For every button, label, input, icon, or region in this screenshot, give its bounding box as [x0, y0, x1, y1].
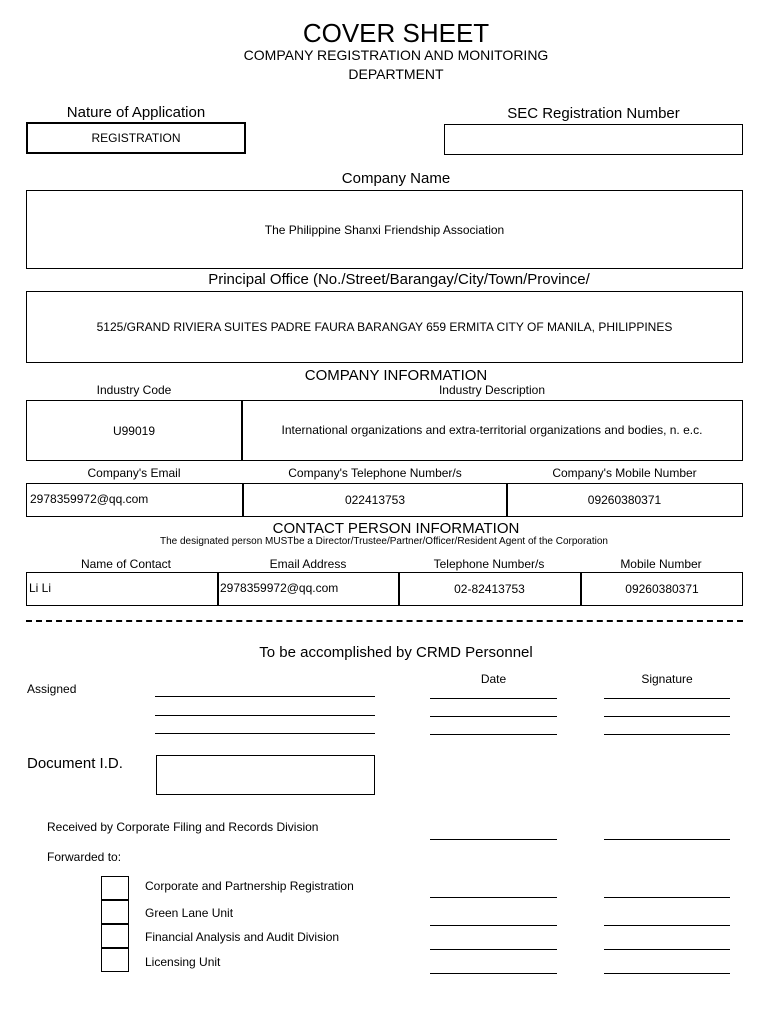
- principal-office-field[interactable]: [26, 291, 743, 363]
- contact-mobile-label: Mobile Number: [620, 557, 702, 571]
- contact-divider-1: [217, 572, 219, 606]
- forward-signature-line-1[interactable]: [604, 897, 730, 898]
- assigned-date-line-2[interactable]: [430, 716, 557, 717]
- industry-code-value[interactable]: U99019: [112, 423, 156, 438]
- company-telephone-value[interactable]: 022413753: [344, 493, 406, 507]
- industry-code-label: Industry Code: [96, 383, 172, 397]
- company-name-label: Company Name: [341, 170, 451, 187]
- company-telephone-label: Company's Telephone Number/s: [288, 466, 462, 480]
- checkbox-green-lane[interactable]: [101, 900, 129, 924]
- forward-item-corporate-partnership: Corporate and Partnership Registration: [145, 879, 354, 893]
- contact-person-heading: CONTACT PERSON INFORMATION: [272, 520, 520, 537]
- assigned-signature-line-1[interactable]: [604, 698, 730, 699]
- company-email-value[interactable]: 2978359972@qq.com: [30, 492, 149, 506]
- sec-registration-field[interactable]: [444, 124, 743, 155]
- contact-name-label: Name of Contact: [80, 557, 172, 571]
- assigned-date-line-3[interactable]: [430, 734, 557, 735]
- forward-item-green-lane: Green Lane Unit: [145, 906, 234, 920]
- received-date-line[interactable]: [430, 839, 557, 840]
- forward-date-line-1[interactable]: [430, 897, 557, 898]
- company-information-heading: COMPANY INFORMATION: [304, 367, 488, 384]
- received-by-label: Received by Corporate Filing and Records Division: [47, 820, 319, 834]
- contact-name-value[interactable]: Li Li: [29, 581, 52, 595]
- forward-item-financial-analysis: Financial Analysis and Audit Division: [145, 930, 340, 944]
- industry-description-value[interactable]: International organizations and extra-territorial organizations and bodies, n. e.c.: [281, 423, 703, 437]
- document-id-field[interactable]: [156, 755, 375, 795]
- industry-description-label: Industry Description: [438, 383, 546, 397]
- company-mobile-value[interactable]: 09260380371: [587, 493, 662, 507]
- checkbox-corporate-partnership[interactable]: [101, 876, 129, 900]
- dashed-separator: [26, 620, 743, 622]
- assigned-signature-line-2[interactable]: [604, 716, 730, 717]
- forward-date-line-3[interactable]: [430, 949, 557, 950]
- principal-office-label: Principal Office (No./Street/Barangay/City/Town/Province/: [208, 271, 590, 288]
- contact-person-note: The designated person MUSTbe a Director/Trustee/Partner/Officer/Resident Agent of the Corporation: [159, 536, 608, 547]
- nature-of-application-label: Nature of Application: [66, 104, 206, 121]
- checkbox-licensing[interactable]: [101, 948, 129, 972]
- forward-signature-line-4[interactable]: [604, 973, 730, 974]
- nature-of-application-value: REGISTRATION: [91, 131, 181, 145]
- signature-column-label: Signature: [641, 672, 693, 686]
- contact-email-label: Email Address: [269, 557, 347, 571]
- department-line-2: DEPARTMENT: [348, 66, 444, 82]
- date-column-label: Date: [480, 672, 507, 686]
- contact-telephone-value[interactable]: 02-82413753: [454, 582, 525, 596]
- assigned-line-3[interactable]: [155, 733, 375, 734]
- department-line-1: COMPANY REGISTRATION AND MONITORING: [243, 47, 549, 63]
- assigned-line-2[interactable]: [155, 715, 375, 716]
- nature-of-application-field[interactable]: [26, 122, 246, 154]
- company-email-label: Company's Email: [87, 466, 181, 480]
- assigned-signature-line-3[interactable]: [604, 734, 730, 735]
- assigned-date-line-1[interactable]: [430, 698, 557, 699]
- contact-mobile-value[interactable]: 09260380371: [625, 582, 699, 596]
- forward-signature-line-3[interactable]: [604, 949, 730, 950]
- assigned-line-1[interactable]: [155, 696, 375, 697]
- forwarded-to-label: Forwarded to:: [47, 850, 122, 864]
- company-name-field[interactable]: [26, 190, 743, 269]
- contact-telephone-label: Telephone Number/s: [433, 557, 545, 571]
- assigned-label: Assigned: [27, 682, 77, 696]
- checkbox-financial-analysis[interactable]: [101, 924, 129, 948]
- forward-item-licensing: Licensing Unit: [145, 955, 221, 969]
- contact-email-value[interactable]: 2978359972@qq.com: [220, 581, 339, 595]
- received-signature-line[interactable]: [604, 839, 730, 840]
- crmd-heading: To be accomplished by CRMD Personnel: [259, 644, 533, 661]
- sec-registration-label: SEC Registration Number: [507, 105, 680, 122]
- company-mobile-label: Company's Mobile Number: [552, 466, 697, 480]
- forward-date-line-4[interactable]: [430, 973, 557, 974]
- company-name-value: The Philippine Shanxi Friendship Association: [264, 222, 505, 237]
- page-title: COVER SHEET: [302, 18, 490, 48]
- forward-date-line-2[interactable]: [430, 925, 557, 926]
- principal-office-value: 5125/GRAND RIVIERA SUITES PADRE FAURA BARANGAY 659 ERMITA CITY OF MANILA, PHILIPPINES: [96, 320, 673, 334]
- forward-signature-line-2[interactable]: [604, 925, 730, 926]
- document-id-label: Document I.D.: [27, 755, 123, 772]
